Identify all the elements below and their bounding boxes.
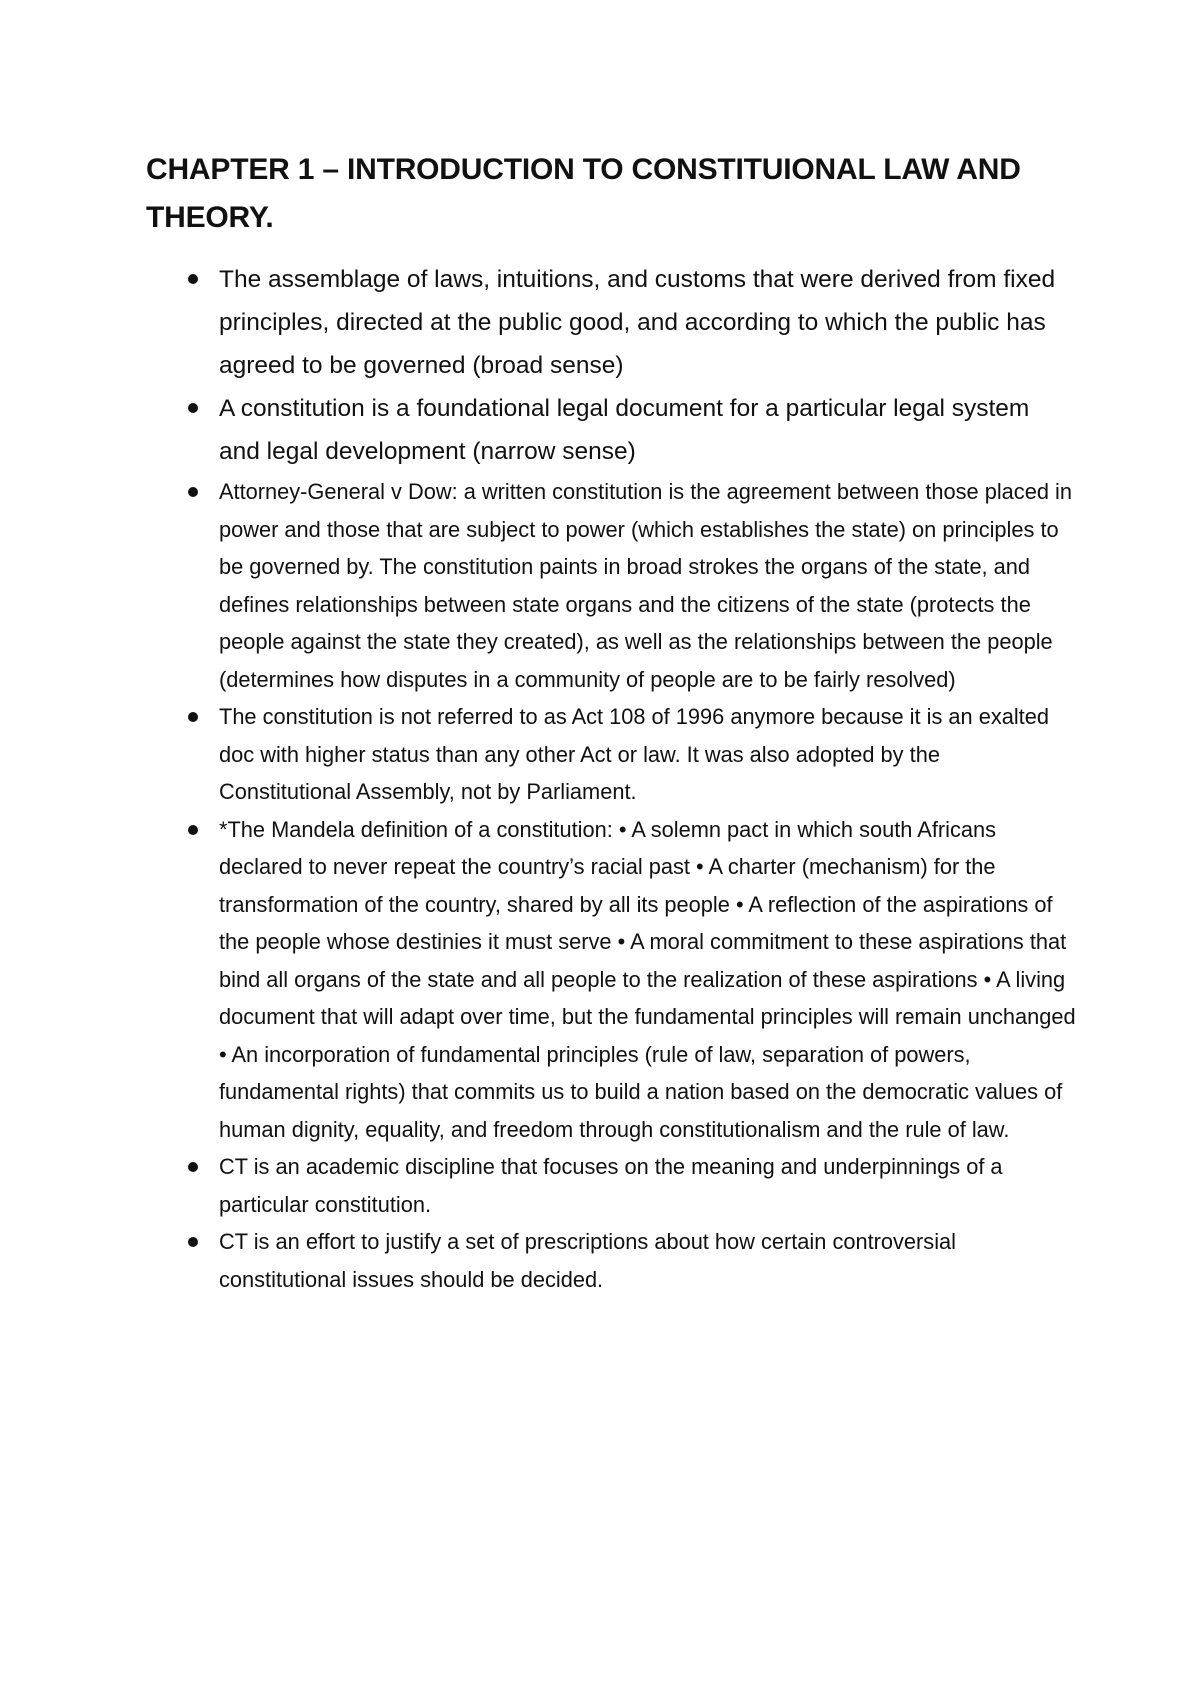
bullet-text: Attorney-General v Dow: a written constitution is the agreement between those placed in power and those that are subject to power (which establishes the state) on principles to be governed by. The constitution paints in broad strokes the organs of the state, and defines relationships between state organs and the citizens of the state (protects the people against the state they created), as well as the relationships between the people (determines how disputes in a community of people are to be fairly resolved)	[219, 479, 1072, 692]
bullet-list	[146, 258, 1076, 1298]
bullet-text: CT is an academic discipline that focuses on the meaning and underpinnings of a particular constitution.	[219, 1154, 1003, 1217]
bullet-item	[146, 1148, 1076, 1223]
bullet-text: *The Mandela definition of a constitution: • A solemn pact in which south Africans declared to never repeat the country’s racial past • A charter (mechanism) for the transformation of the country, shared by all its people • A reflection of the aspirations of the people whose destinies it must serve • A moral commitment to these aspirations that bind all organs of the state and all people to the realization of these aspirations • A living document that will adapt over time, but the fundamental principles will remain unchanged • An incorporation of fundamental principles (rule of law, separation of powers, fundamental rights) that commits us to build a nation based on the democratic values of human dignity, equality, and freedom through constitutionalism and the rule of law.	[219, 816, 1076, 1142]
bullet-dot-icon	[188, 1237, 198, 1247]
bullet-dot-icon	[188, 825, 198, 835]
bullet-dot-icon	[188, 712, 198, 722]
bullet-item	[146, 387, 1076, 473]
bullet-text: CT is an effort to justify a set of prescriptions about how certain controversial constitutional issues should be decided.	[219, 1229, 957, 1292]
bullet-text: The assemblage of laws, intuitions, and customs that were derived from fixed principles, directed at the public good, and according to which the public has agreed to be governed (broad sense)	[219, 266, 1056, 379]
chapter-title: CHAPTER 1 – INTRODUCTION TO CONSTITUIONAL LAW AND THEORY.	[146, 153, 1021, 234]
bullet-text: A constitution is a foundational legal document for a particular legal system and legal development (narrow sense)	[219, 395, 1030, 465]
bullet-dot-icon	[188, 403, 198, 413]
bullet-item	[146, 698, 1076, 811]
bullet-dot-icon	[188, 274, 198, 284]
bullet-item	[146, 811, 1076, 1149]
bullet-item	[146, 258, 1076, 387]
bullet-item	[146, 473, 1076, 698]
bullet-dot-icon	[188, 487, 198, 497]
bullet-dot-icon	[188, 1162, 198, 1172]
bullet-item	[146, 1223, 1076, 1298]
bullet-text: The constitution is not referred to as Act 108 of 1996 anymore because it is an exalted doc with higher status than any other Act or law. It was also adopted by the Constitutional Assembly, not by Parliament.	[219, 704, 1049, 804]
